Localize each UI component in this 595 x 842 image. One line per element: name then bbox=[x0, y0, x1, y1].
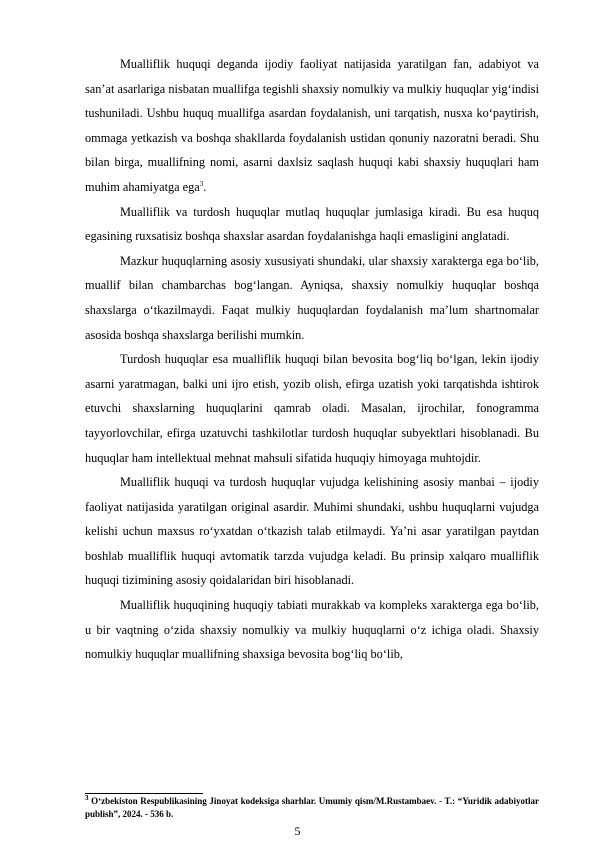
paragraph-3: Mazkur huquqlarning asosiy xususiyati shundaki, ular shaxsiy xarakterga ega bo‘lib, muallif bilan chambarchas bog‘langan. Ayniqsa, shaxsiy nomulkiy huquqlar boshqa shaxslarga o‘tkazilmaydi. Faqat mulkiy huquqlardan foydalanish ma’lum shartnomalar asosida boshqa shaxslarga berilishi mumkin. bbox=[85, 253, 539, 342]
page-number: 5 bbox=[294, 824, 301, 838]
footnote bbox=[85, 795, 539, 821]
footnote-reference[interactable]: 3 bbox=[199, 179, 204, 188]
paragraph-end: . bbox=[203, 179, 207, 194]
paragraph-5: Mualliflik huquqi va turdosh huquqlar vujudga kelishining asosiy manbai – ijodiy faoliyat natijasida yaratilgan original asardir. Muhimi shundaki, ushbu huquqlarni vujudga kelishi uchun maxsus ro‘yxatdan o‘tkazish talab etilmaydi. Ya’ni asar yaratilgan paytdan boshlab mualliflik huquqi avtomatik tarzda vujudga keladi. Bu prinsip xalqaro mualliflik huquqi tizimining asosiy qoidalaridan biri hisoblanadi. bbox=[85, 475, 539, 588]
body-text bbox=[85, 52, 539, 667]
paragraph-6: Mualliflik huquqining huquqiy tabiati murakkab va kompleks xarakterga ega bo‘lib, u bir vaqtning o‘zida shaxsiy nomulkiy va mulkiy huquqlarni o‘z ichiga oladi. Shaxsiy nomulkiy huquqlar muallifning shaxsiga bevosita bog‘liq bo‘lib, bbox=[85, 598, 539, 662]
paragraph-2: Mualliflik va turdosh huquqlar mutlaq huquqlar jumlasiga kiradi. Bu esa huquq egasining ruxsatisiz boshqa shaxslar asardan foydalanishga haqli emasligini anglatadi. bbox=[85, 204, 539, 244]
footnote-separator bbox=[85, 793, 203, 794]
paragraph-1 bbox=[85, 52, 539, 200]
paragraph-4: Turdosh huquqlar esa mualliflik huquqi bilan bevosita bog‘liq bo‘lgan, lekin ijodiy asarni yaratmagan, balki uni ijro etish, yozib olish, efirga uzatish yoki tarqatishda ishtirok etuvchi shaxslarning huquqlarini qamrab oladi. Masalan, ijrochilar, fonogramma tayyorlovchilar, efirga uzatuvchi tashkilotlar turdosh huquqlar subyektlari hisoblanadi. Bu huquqlar ham intellektual mehnat mahsuli sifatida huquqiy himoyaga muhtojdir. bbox=[85, 352, 539, 465]
footnote-text: O‘zbekiston Respublikasining Jinoyat kodeksiga sharhlar. Umumiy qism/M.Rustambaev. - T.: “Yuridik adabiyotlar publish”, 2024. - 536 b. bbox=[85, 796, 540, 819]
footnote-mark: 3 bbox=[85, 794, 89, 802]
paragraph-text: Mualliflik huquqi deganda ijodiy faoliyat natijasida yaratilgan fan, adabiyot va san’at asarlariga nisbatan muallifga tegishli shaxsiy nomulkiy va mulkiy huquqlar yig‘indisi tushuniladi. Ushbu huquq muallifga asardan foydalanish, uni tarqatish, nusxa ko‘paytirish, ommaga yetkazish va boshqa shakllarda foydalanish ustidan qonuniy nazoratni beradi. Shu bilan birga, muallifning nomi, asarni daxlsiz saqlash huquqi kabi shaxsiy huquqlari ham muhim ahamiyatga ega bbox=[85, 57, 539, 194]
